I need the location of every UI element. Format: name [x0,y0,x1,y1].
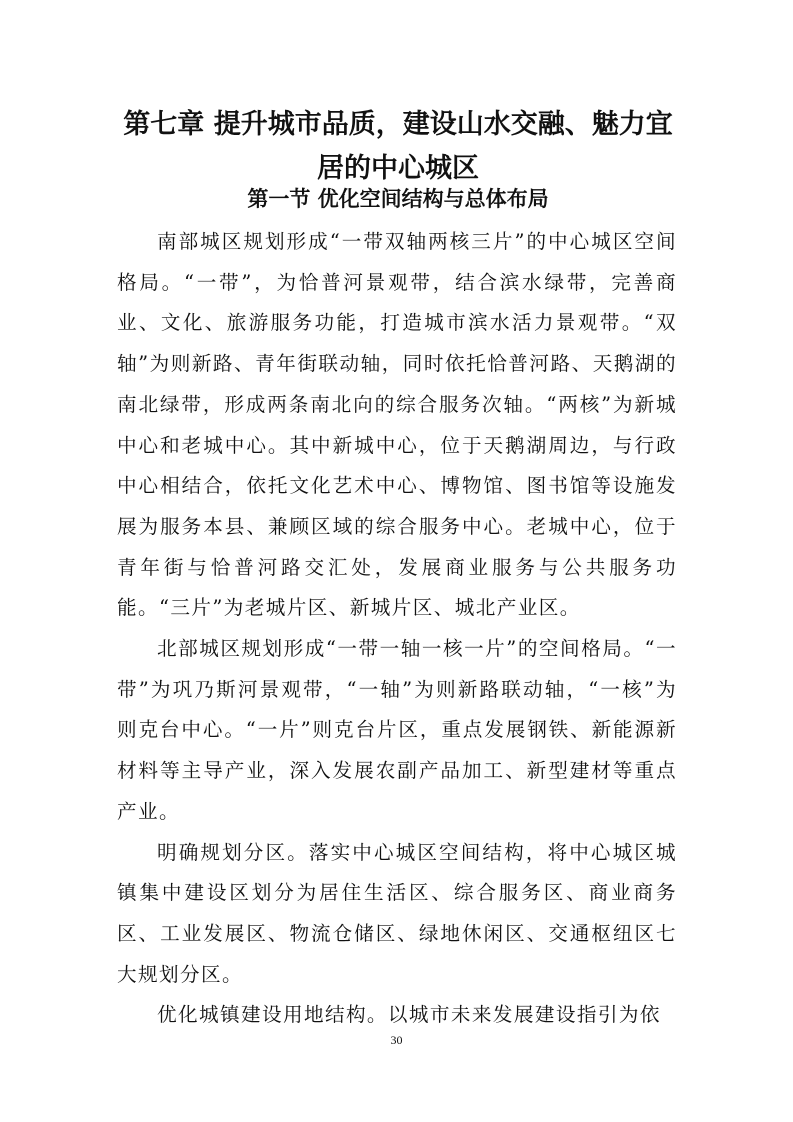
paragraph-planning-zones: 明确规划分区。落实中心城区空间结构，将中心城区城镇集中建设区划分为居住生活区、综合服务区、商业商务区、工业发展区、物流仓储区、绿地休闲区、交通枢纽区七大规划分区。 [117,840,677,986]
paragraph-land-use-structure: 优化城镇建设用地结构。以城市未来发展建设指引为依 [157,1003,661,1027]
paragraph-spatial-layout-south: 南部城区规划形成“一带双轴两核三片”的中心城区空间格局。“一带”，为恰普河景观带，结合滨水绿带，完善商业、文化、旅游服务功能，打造城市滨水活力景观带。“双轴”为则新路、青年街联动轴，同时依托恰普河路、天鹅湖的南北绿带，形成两条南北向的综合服务次轴。“两核”为新城中心和老城中心。其中新城中心，位于天鹅湖周边，与行政中心相结合，依托文化艺术中心、博物馆、图书馆等设施发展为服务本县、兼顾区域的综合服务中心。老城中心，位于青年街与恰普河路交汇处，发展商业服务与公共服务功能。“三片”为老城片区、新城片区、城北产业区。 [117,230,677,620]
chapter-title: 第七章 提升城市品质，建设山水交融、魅力宜居的中心城区 [123,109,673,184]
section-title: 第一节 优化空间结构与总体布局 [247,187,549,211]
body-text [117,222,677,1036]
page-number: 30 [390,1033,403,1047]
paragraph-spatial-layout-north: 北部城区规划形成“一带一轴一核一片”的空间格局。“一带”为巩乃斯河景观带，“一轴”为则新路联动轴，“一核”为则克台中心。“一片”则克台片区，重点发展钢铁、新能源新材料等主导产业，深入发展农副产品加工、新型建材等重点产业。 [117,637,677,823]
